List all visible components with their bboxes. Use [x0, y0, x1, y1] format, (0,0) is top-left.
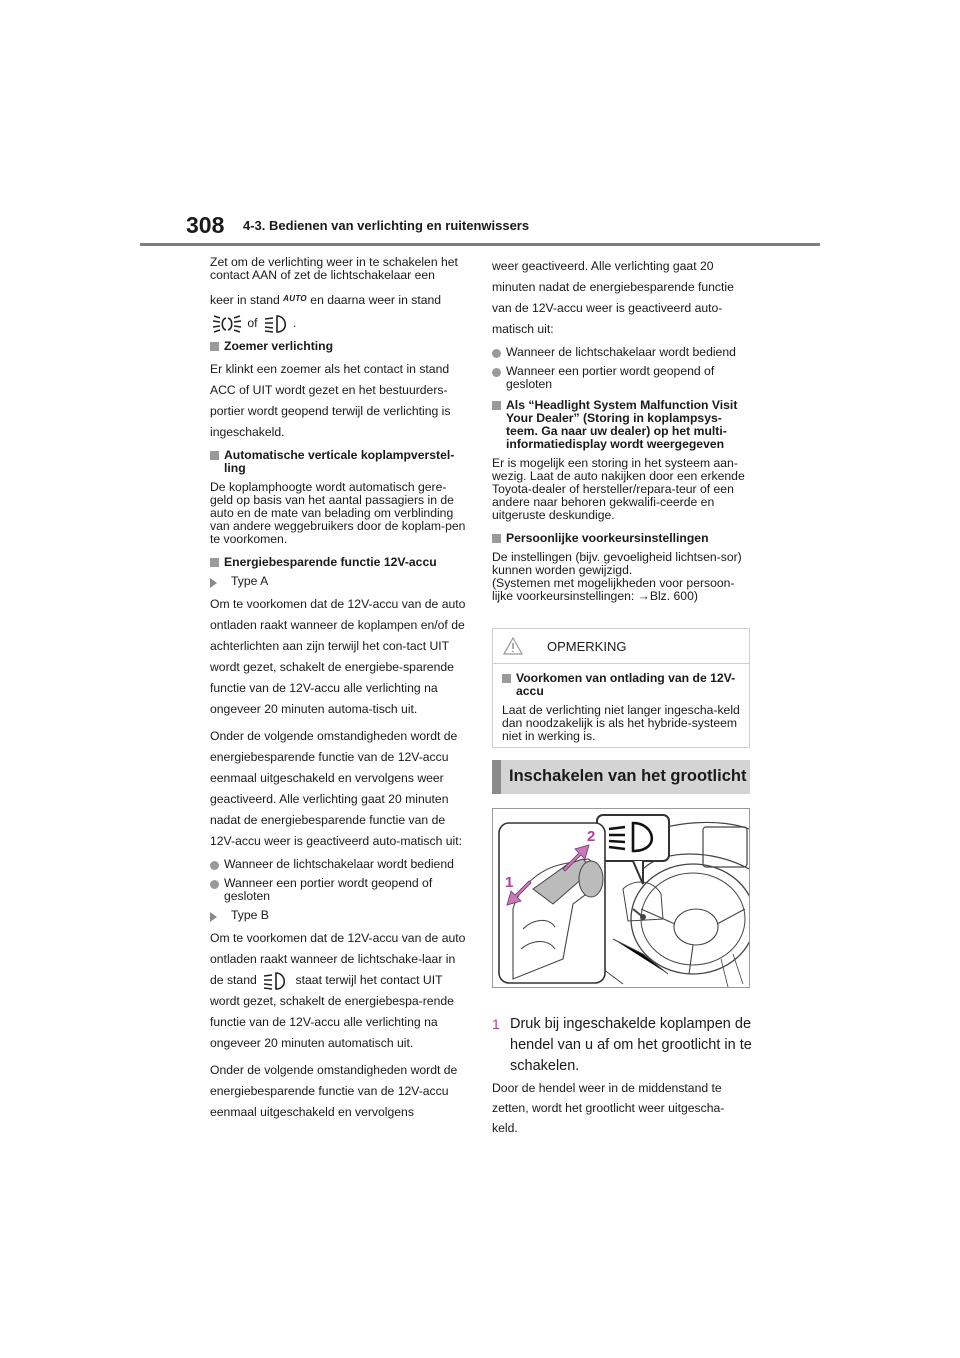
figure-label-2: 2	[587, 828, 596, 845]
figure-label-1: 1	[505, 874, 514, 891]
note-heading: Voorkomen van ontlading van de 12V-accu	[502, 672, 740, 698]
personal-text2: (Systemen met mogelijkheden voor persoon-lijke voorkeursinstellingen: →Blz. 600)	[492, 576, 735, 603]
header-title: 4-3. Bedienen van verlichting en ruitenwissers	[243, 218, 530, 233]
intro-line1: Zet om de verlichting weer in te schakelen het contact AAN of zet de lichtschakelaar een	[210, 255, 458, 282]
list-item: Wanneer een portier wordt geopend of gesloten	[492, 365, 750, 391]
buzzer-text: Er klinkt een zoemer als het contact in stand ACC of UIT wordt gezet en het bestuurders-portier wordt geopend terwijl de verlichting is ingeschakeld.	[210, 362, 451, 439]
section-heading	[492, 760, 750, 794]
note-box	[492, 628, 750, 748]
square-marker-icon	[492, 534, 501, 543]
continued-text: weer geactiveerd. Alle verlichting gaat 20 minuten nadat de energiebesparende functie van de 12V-accu weer is geactiveerd auto-matisch uit:	[492, 259, 734, 336]
leveling-heading: Automatische verticale koplampverstel-ling	[210, 449, 468, 475]
steering-illustration	[493, 809, 750, 988]
step-note: Door de hendel weer in de middenstand te zetten, wordt het grootlicht weer uitgescha-keld.	[492, 1081, 725, 1135]
section-bar	[492, 760, 501, 794]
personal-heading: Persoonlijke voorkeursinstellingen	[492, 532, 750, 545]
step-number: 1	[492, 1016, 500, 1032]
type-b-text2: Onder de volgende omstandigheden wordt de energiebesparende functie van de 12V-accu eenmaal uitgeschakeld en vervolgens	[210, 1063, 458, 1119]
type-a-text1: Om te voorkomen dat de 12V-accu van de auto ontladen raakt wanneer de koplampen en/of de achterlichten aan zijn terwijl het con-tact UIT wordt gezet, schakelt de energiebe-sparende functie van de 12V-accu alle verlichting na ongeveer 20 minuten automa-tisch uit.	[210, 597, 466, 716]
note-header	[493, 629, 749, 664]
type-a-label: Type A	[210, 575, 468, 588]
triangle-marker-icon	[210, 578, 224, 588]
energy-heading: Energiebesparende functie 12V-accu	[210, 556, 468, 569]
personal-text1: De instellingen (bijv. gevoeligheid lichtsen-sor) kunnen worden gewijzigd.	[492, 550, 742, 577]
square-marker-icon	[210, 342, 219, 351]
malfunction-text: Er is mogelijk een storing in het systeem aan-wezig. Laat de auto nakijken door een erkende Toyota-dealer of hersteller/repara-teur of een andere naar behoren gekwalifi-ceerde en uitgeruste deskundige.	[492, 456, 745, 522]
square-marker-icon	[210, 558, 219, 567]
list-item: Wanneer de lichtschakelaar wordt bediend	[492, 346, 750, 359]
headlight-icon	[263, 314, 291, 334]
step-1	[492, 1014, 754, 1077]
intro-line2: keer in stand $^{AUTO}$ en daarna weer in stand	[210, 293, 442, 307]
bullet-icon	[492, 368, 501, 377]
triangle-marker-icon	[210, 912, 224, 922]
leveling-text: De koplamphoogte wordt automatisch gere-geld op basis van het aantal passagiers in de auto en de mate van belading om verblinding van andere weggebruikers door de koplam-pen te voorkomen.	[210, 480, 466, 546]
intro-line3: of .	[210, 313, 468, 334]
list-item: Wanneer een portier wordt geopend of gesloten	[210, 877, 468, 903]
note-label: OPMERKING	[547, 639, 627, 654]
section-title: Inschakelen van het grootlicht	[509, 767, 747, 785]
type-b-label: Type B	[210, 909, 468, 922]
left-column	[210, 256, 468, 1129]
bullet-icon	[210, 880, 219, 889]
note-text: Laat de verlichting niet langer ingescha-keld dan noodzakelijk is als het hybride-systeem niet in werking is.	[502, 703, 740, 743]
bullet-icon	[210, 861, 219, 870]
headlight-icon	[262, 971, 290, 991]
list-item: Wanneer de lichtschakelaar wordt bediend	[210, 858, 468, 871]
square-marker-icon	[502, 674, 511, 683]
header-rule	[140, 243, 820, 246]
bullet-icon	[492, 349, 501, 358]
figure-high-beam	[492, 808, 750, 988]
malfunction-heading: Als “Headlight System Malfunction Visit Your Dealer” (Storing in koplampsys-teem. Ga naar uw dealer) op het multi-informatiedisplay wordt weergegeven	[492, 399, 750, 451]
step-text: Druk bij ingeschakelde koplampen de hendel van u af om het grootlicht in te schakelen.	[510, 1016, 752, 1074]
note-body	[493, 664, 749, 743]
page-number: 308	[186, 212, 225, 238]
tail-light-icon	[212, 315, 242, 333]
square-marker-icon	[492, 401, 501, 410]
auto-icon: AUTO	[283, 294, 307, 303]
square-marker-icon	[210, 451, 219, 460]
buzzer-heading: Zoemer verlichting	[210, 340, 468, 353]
type-a-text2: Onder de volgende omstandigheden wordt de energiebesparende functie van de 12V-accu eenmaal uitgeschakeld en vervolgens weer geactiveerd. Alle verlichting gaat 20 minuten nadat de energiebesparende functie van de 12V-accu weer is geactiveerd auto-matisch uit:	[210, 729, 462, 848]
type-b-text1: Om te voorkomen dat de 12V-accu van de auto ontladen raakt wanneer de lichtschake-laar in de stand staat terwijl het contact UIT wordt gezet, schakelt de energiebespa-rende functie van de 12V-accu alle verlichting na ongeveer 20 minuten automatisch uit.	[210, 931, 466, 1050]
warning-triangle-icon	[503, 637, 523, 655]
right-column	[492, 256, 750, 609]
